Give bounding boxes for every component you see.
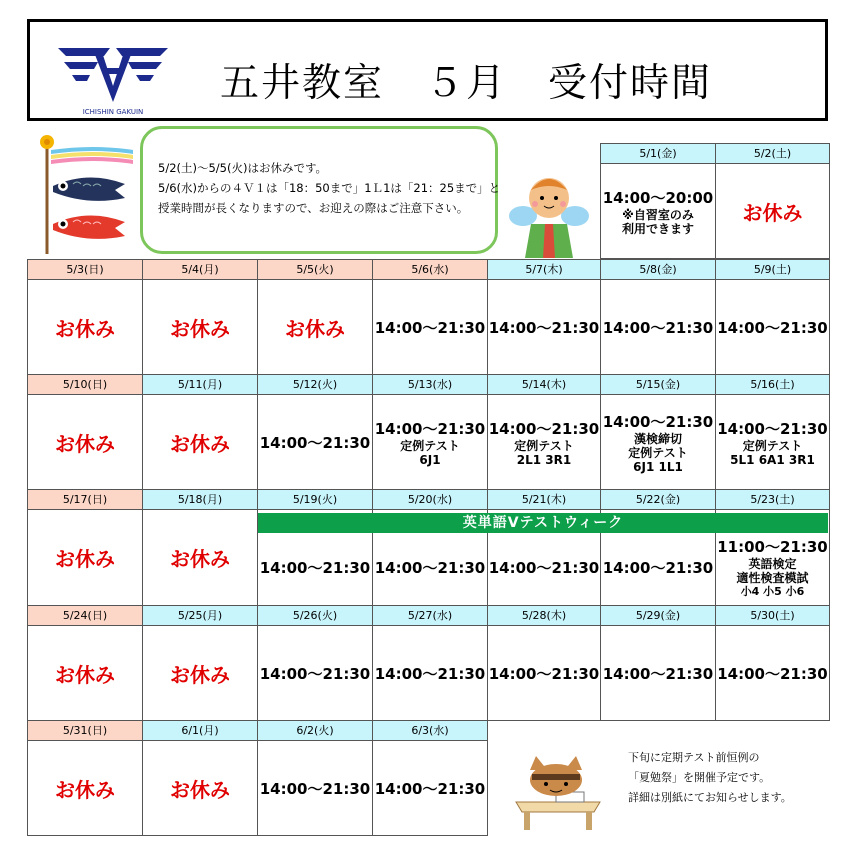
day-note: 英語検定 [748, 557, 797, 571]
day-cell [27, 625, 143, 721]
hours-text: 14:00～21:30 [717, 664, 828, 683]
day-cell [372, 279, 488, 375]
day-cell [142, 279, 258, 375]
vocab-test-week-banner: 英単語Vテストウィーク [258, 513, 828, 533]
notice-line: 5/2(土)～5/5(火)はお休みです。 [158, 161, 328, 175]
day-note: 定例テスト [628, 445, 688, 460]
date-header: 5/10(日) [27, 374, 143, 395]
hours-text: 14:00～21:30 [488, 559, 600, 577]
date-header: 5/27(水) [372, 605, 488, 626]
hours-text: 14:00～21:30 [259, 433, 371, 452]
date-header: 5/12(火) [257, 374, 373, 395]
school-logo-icon [54, 42, 172, 118]
hours-text: 14:00～21:30 [259, 664, 371, 683]
footer-line: 下旬に定期テスト前恒例の [628, 751, 760, 764]
hours-text: 14:00～21:30 [602, 664, 714, 683]
day-cell [142, 625, 258, 721]
hours-text: 14:00～21:30 [488, 318, 600, 337]
title-box [27, 19, 828, 121]
date-header: 5/28(木) [487, 605, 601, 626]
closed-text: お休み [170, 431, 230, 456]
day-note: 2L1 3R1 [516, 452, 572, 467]
day-cell [27, 279, 143, 375]
closed-text: お休み [55, 777, 115, 802]
hours-text: 14:00～20:00 [602, 188, 714, 207]
date-header: 5/9(土) [715, 259, 830, 280]
day-cell [142, 740, 258, 836]
day-cell [27, 394, 143, 490]
date-header: 5/21(木) [487, 489, 601, 510]
date-header: 5/5(火) [257, 259, 373, 280]
date-header: 5/26(火) [257, 605, 373, 626]
date-header: 5/23(土) [715, 489, 830, 510]
hours-text: 14:00～21:30 [488, 664, 600, 683]
hours-text: 14:00～21:30 [374, 664, 486, 683]
hours-text: 14:00～21:30 [374, 559, 486, 577]
closed-text: お休み [55, 662, 115, 687]
day-cell [600, 625, 716, 721]
date-header: 5/15(金) [600, 374, 716, 395]
day-cell [257, 625, 373, 721]
studying-cat-icon [510, 752, 606, 832]
date-header: 5/30(土) [715, 605, 830, 626]
hours-text: 14:00～21:30 [717, 419, 828, 438]
day-cell [27, 509, 143, 606]
footer-notice [628, 748, 792, 808]
day-cell [600, 163, 716, 259]
day-note: 定例テスト [514, 438, 574, 453]
day-cell [372, 740, 488, 836]
notice-text [158, 158, 500, 218]
date-header: 5/2(土) [715, 143, 830, 164]
date-header: 5/8(金) [600, 259, 716, 280]
koinobori-icon [33, 128, 137, 256]
date-header: 5/16(土) [715, 374, 830, 395]
day-cell [27, 740, 143, 836]
hours-text: 14:00～21:30 [259, 779, 371, 798]
day-note: 定例テスト [742, 438, 803, 453]
day-note: 定例テスト [400, 438, 460, 453]
date-header: 5/24(日) [27, 605, 143, 626]
closed-text: お休み [55, 316, 115, 341]
day-cell [715, 625, 830, 721]
day-cell [715, 163, 830, 259]
hours-text: 14:00～21:30 [259, 559, 371, 577]
day-cell [715, 394, 830, 490]
day-note: 漢検締切 [633, 431, 682, 446]
closed-text: お休み [170, 547, 230, 571]
page-title: 五井教室 ５月 受付時間 [220, 61, 713, 106]
day-note: 6J1 [419, 452, 441, 467]
date-header: 5/14(木) [487, 374, 601, 395]
date-header: 6/2(火) [257, 720, 373, 741]
date-header: 5/31(日) [27, 720, 143, 741]
day-cell [372, 625, 488, 721]
day-cell [487, 394, 601, 490]
hours-text: 14:00～21:30 [374, 779, 486, 798]
notice-line: 5/6(水)からの４Ｖ１は「18：50まで」1Ｌ1は「21：25まで」と [158, 181, 501, 195]
day-note: 5L1 6A1 3R1 [730, 452, 815, 467]
closed-text: お休み [285, 316, 345, 341]
hours-text: 14:00～21:30 [602, 412, 714, 431]
day-note: 小4 小5 小6 [740, 585, 805, 598]
date-header: 5/1(金) [600, 143, 716, 164]
date-header: 5/25(月) [142, 605, 258, 626]
date-header: 5/3(日) [27, 259, 143, 280]
date-header: 5/7(木) [487, 259, 601, 280]
day-cell [715, 279, 830, 375]
day-cell [487, 279, 601, 375]
day-cell [257, 279, 373, 375]
closed-text: お休み [742, 200, 803, 225]
closed-text: お休み [170, 662, 230, 687]
day-cell [142, 394, 258, 490]
day-cell [600, 279, 716, 375]
footer-line: 詳細は別紙にてお知らせします。 [628, 791, 792, 804]
closed-text: お休み [55, 431, 115, 456]
hours-text: 14:00～21:30 [374, 318, 486, 337]
date-header: 5/29(金) [600, 605, 716, 626]
closed-text: お休み [55, 547, 115, 571]
date-header: 5/19(火) [257, 489, 373, 510]
day-cell [257, 394, 373, 490]
day-cell [257, 740, 373, 836]
date-header: 5/18(月) [142, 489, 258, 510]
closed-text: お休み [170, 777, 230, 802]
day-note: ※自習室のみ [622, 207, 694, 222]
mascot-icon [505, 168, 593, 260]
hours-text: 14:00～21:30 [602, 318, 714, 337]
hours-text: 14:00～21:30 [717, 318, 828, 337]
date-header: 5/4(月) [142, 259, 258, 280]
hours-text: 14:00～21:30 [374, 419, 486, 438]
hours-text: 11:00～21:30 [717, 538, 828, 556]
date-header: 5/22(金) [600, 489, 716, 510]
day-cell [487, 625, 601, 721]
svg-text:ICHISHIN GAKUIN: ICHISHIN GAKUIN [82, 108, 144, 116]
date-header: 6/3(水) [372, 720, 488, 741]
date-header: 5/20(水) [372, 489, 488, 510]
day-note: 利用できます [621, 221, 694, 236]
closed-text: お休み [170, 316, 230, 341]
hours-text: 14:00～21:30 [488, 419, 600, 438]
date-header: 5/17(日) [27, 489, 143, 510]
notice-line: 授業時間が長くなりますので、お迎えの際はご注意下さい。 [158, 201, 469, 215]
day-note: 適性検査模試 [736, 571, 809, 585]
day-cell [600, 394, 716, 490]
day-note: 6J1 1L1 [633, 459, 683, 474]
date-header: 5/13(水) [372, 374, 488, 395]
hours-text: 14:00～21:30 [602, 559, 714, 577]
footer-line: 「夏勉祭」を開催予定です。 [628, 771, 771, 784]
date-header: 5/6(水) [372, 259, 488, 280]
day-cell [142, 509, 258, 606]
day-cell [372, 394, 488, 490]
date-header: 6/1(月) [142, 720, 258, 741]
date-header: 5/11(月) [142, 374, 258, 395]
